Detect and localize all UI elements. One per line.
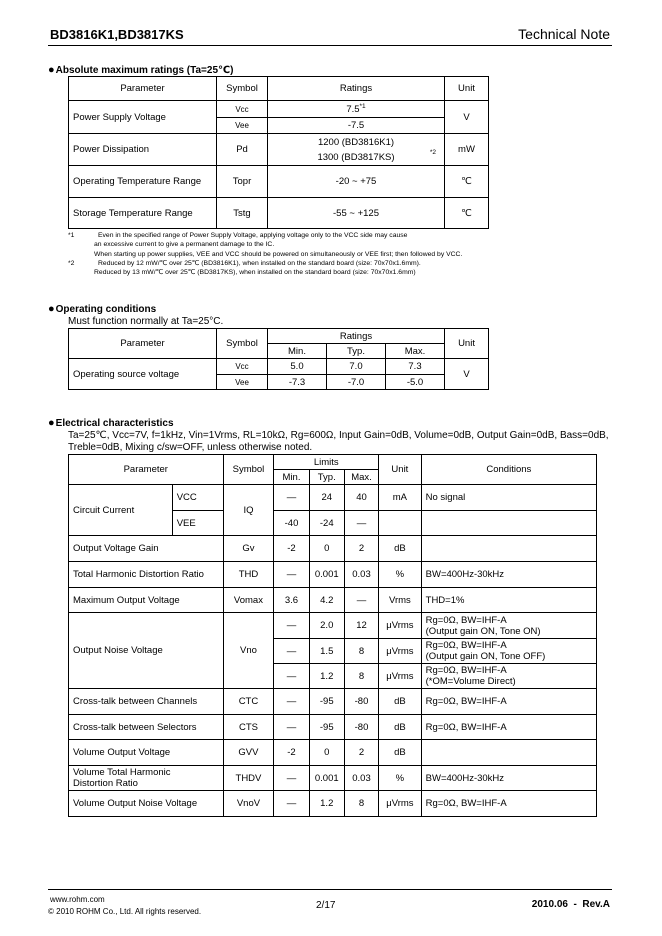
table-cell [421,740,596,766]
psv-param: Power Supply Voltage [69,101,217,134]
table-cell: -80 [344,715,378,740]
table-cell: — [274,613,309,639]
table-cell: Vee [217,375,268,390]
table-cell: Total Harmonic Distortion Ratio [69,562,224,588]
op-subtitle: Must function normally at Ta=25°C. [68,316,224,327]
table-cell: Conditions [421,455,596,485]
table-cell: — [274,715,309,740]
table-cell: — [274,485,309,511]
table-cell: 0.001 [309,562,344,588]
table-cell: Maximum Output Voltage [69,588,224,613]
table-cell: CTC [223,689,274,715]
table-cell: CTS [223,715,274,740]
table-cell: -5.0 [386,375,445,390]
table-cell: 1200 (BD3816K1) 1300 (BD3817KS) *2 [268,134,445,166]
table-cell: Limits [274,455,379,470]
ec-heading: ●Electrical characteristics [48,417,174,429]
table-cell: Cross-talk between Channels [69,689,224,715]
footer-rule [48,889,612,890]
table-cell: Unit [445,77,489,101]
table-cell: 1.2 [309,664,344,689]
table-cell: — [274,664,309,689]
table-cell: Symbol [223,455,274,485]
table-cell: 2.0 [309,613,344,639]
table-cell: V [445,359,489,390]
table-cell: Rg=0Ω, BW=IHF-A [421,715,596,740]
table-cell: Parameter [69,77,217,101]
table-cell: dB [379,715,422,740]
table-cell: 4.2 [309,588,344,613]
table-cell: 0.03 [344,766,378,791]
header-rule [48,45,612,46]
table-cell: Output Voltage Gain [69,536,224,562]
table-cell: — [274,639,309,664]
table-cell: VCC [172,485,223,511]
table-cell: Pd [217,134,268,166]
table-cell: Min. [274,470,309,485]
table-cell [379,511,422,536]
table-cell: Storage Temperature Range [69,198,217,229]
table-cell: — [274,766,309,791]
table-cell: 0.03 [344,562,378,588]
table-cell: Vee [217,118,268,134]
table-cell: ℃ [445,166,489,198]
table-cell: -2 [274,740,309,766]
table-cell: — [274,562,309,588]
table-cell: μVrms [379,791,422,817]
table-cell: Ratings [268,77,445,101]
table-cell: Output Noise Voltage [69,613,224,689]
table-cell: Symbol [217,77,268,101]
table-cell: 1.5 [309,639,344,664]
table-cell: Rg=0Ω, BW=IHF-A [421,689,596,715]
page-number: 2/17 [316,900,336,911]
table-cell: 40 [344,485,378,511]
bullet-icon: ● [48,303,55,315]
table-cell: μVrms [379,664,422,689]
table-cell: Volume Output Noise Voltage [69,791,224,817]
table-cell [421,536,596,562]
table-cell: μVrms [379,613,422,639]
table-cell: -95 [309,715,344,740]
revision: 2010.06 - Rev.A [531,899,610,910]
table-cell: dB [379,689,422,715]
table-cell: Vcc [217,101,268,118]
table-cell: 2 [344,536,378,562]
table-cell: Vno [223,613,274,689]
footer-url[interactable]: www.rohm.com [50,895,105,904]
table-cell: 1.2 [309,791,344,817]
table-cell: BW=400Hz-30kHz [421,766,596,791]
table-cell: IQ [223,485,274,536]
table-cell: V [445,101,489,134]
table-cell: dB [379,740,422,766]
table-cell: Gv [223,536,274,562]
table-cell: Topr [217,166,268,198]
bullet-icon: ● [48,417,55,429]
table-cell: THD=1% [421,588,596,613]
table-cell: Rg=0Ω, BW=IHF-A (Output gain ON, Tone ON) [421,613,596,639]
bullet-icon: ● [48,64,55,76]
table-cell: Symbol [217,329,268,359]
table-cell: Unit [379,455,422,485]
table-cell: -2 [274,536,309,562]
table-cell: 0 [309,740,344,766]
table-cell: Volume Output Voltage [69,740,224,766]
table-cell: dB [379,536,422,562]
table-cell: 24 [309,485,344,511]
ec-conditions-2: Treble=0dB, Mixing c/sw=OFF, unless otherwise noted. [68,442,313,453]
table-cell: BW=400Hz-30kHz [421,562,596,588]
electrical-table [68,454,597,817]
table-cell: Vomax [223,588,274,613]
table-cell: mA [379,485,422,511]
footer-copyright: © 2010 ROHM Co., Ltd. All rights reserved. [48,907,202,916]
table-cell: % [379,562,422,588]
doc-type: Technical Note [518,26,610,42]
footnotes: *1 Even in the specified range of Power Supply Voltage, applying voltage only to the VCC side may cause an excessive current to give a permanent damage to the IC. When starting up power supplies, VEE and VCC should be powered on simultaneously or VEE first; then followed by VCC. *2 Reduced by 12 mW/℃ over 25℃ (BD3816K1), when installed on the standard board (size: 70x70x1.6mm). Reduced by 13 mW/℃ over 25℃ (BD3817KS), when installed on the standard board (size: 70x70x1.6mm) [68,232,463,277]
table-cell: 8 [344,664,378,689]
table-cell: Rg=0Ω, BW=IHF-A (Output gain ON, Tone OFF) [421,639,596,664]
table-cell: Unit [445,329,489,359]
table-cell: Volume Total Harmonic Distortion Ratio [69,766,224,791]
table-cell: Operating Temperature Range [69,166,217,198]
abs-max-table [68,76,489,229]
table-cell: mW [445,134,489,166]
table-cell: VEE [172,511,223,536]
table-cell: Typ. [309,470,344,485]
table-cell: 0 [309,536,344,562]
table-cell: 5.0 [268,359,327,375]
table-cell: — [274,689,309,715]
table-cell: -55 ~ +125 [268,198,445,229]
table-cell: Max. [344,470,378,485]
table-cell: Min. [268,344,327,359]
table-cell: THD [223,562,274,588]
table-cell: — [274,791,309,817]
table-cell: VnoV [223,791,274,817]
table-cell: -40 [274,511,309,536]
table-cell: 12 [344,613,378,639]
table-cell: Circuit Current [69,485,173,536]
op-heading: ●Operating conditions [48,303,157,315]
table-cell: — [344,588,378,613]
table-cell: -7.5 [268,118,445,134]
table-cell: 8 [344,639,378,664]
table-cell: 2 [344,740,378,766]
table-cell: % [379,766,422,791]
table-cell: Power Dissipation [69,134,217,166]
table-cell: -95 [309,689,344,715]
table-cell: 7.0 [327,359,386,375]
table-cell: 0.001 [309,766,344,791]
table-cell: 8 [344,791,378,817]
table-cell: Rg=0Ω, BW=IHF-A (*OM=Volume Direct) [421,664,596,689]
table-cell: No signal [421,485,596,511]
table-cell: Cross-talk between Selectors [69,715,224,740]
table-cell: THDV [223,766,274,791]
table-cell: 7.5$^{*1}$ [268,101,445,118]
table-cell: Vrms [379,588,422,613]
ec-conditions-1: Ta=25℃, Vcc=7V, f=1kHz, Vin=1Vrms, RL=10kΩ, Rg=600Ω, Input Gain=0dB, Volume=0dB, Output Gain=0dB, Bass=0dB, [68,430,609,441]
table-cell: Parameter [69,329,217,359]
table-cell: 7.3 [386,359,445,375]
table-cell: -80 [344,689,378,715]
table-cell: Vcc [217,359,268,375]
table-cell: Parameter [69,455,224,485]
table-cell: -7.3 [268,375,327,390]
table-cell: -20 ~ +75 [268,166,445,198]
table-cell: Max. [386,344,445,359]
operating-table [68,328,489,390]
table-cell [421,511,596,536]
table-cell: Rg=0Ω, BW=IHF-A [421,791,596,817]
table-cell: Operating source voltage [69,359,217,390]
table-cell: Tstg [217,198,268,229]
abs-heading: ●Absolute maximum ratings (Ta=25℃) [48,64,234,76]
table-cell: 3.6 [274,588,309,613]
table-cell: Ratings [268,329,445,344]
table-cell: -7.0 [327,375,386,390]
table-cell: μVrms [379,639,422,664]
doc-title: BD3816K1,BD3817KS [50,27,184,42]
table-cell: ℃ [445,198,489,229]
table-cell: — [344,511,378,536]
table-cell: -24 [309,511,344,536]
table-cell: GVV [223,740,274,766]
table-cell: Typ. [327,344,386,359]
